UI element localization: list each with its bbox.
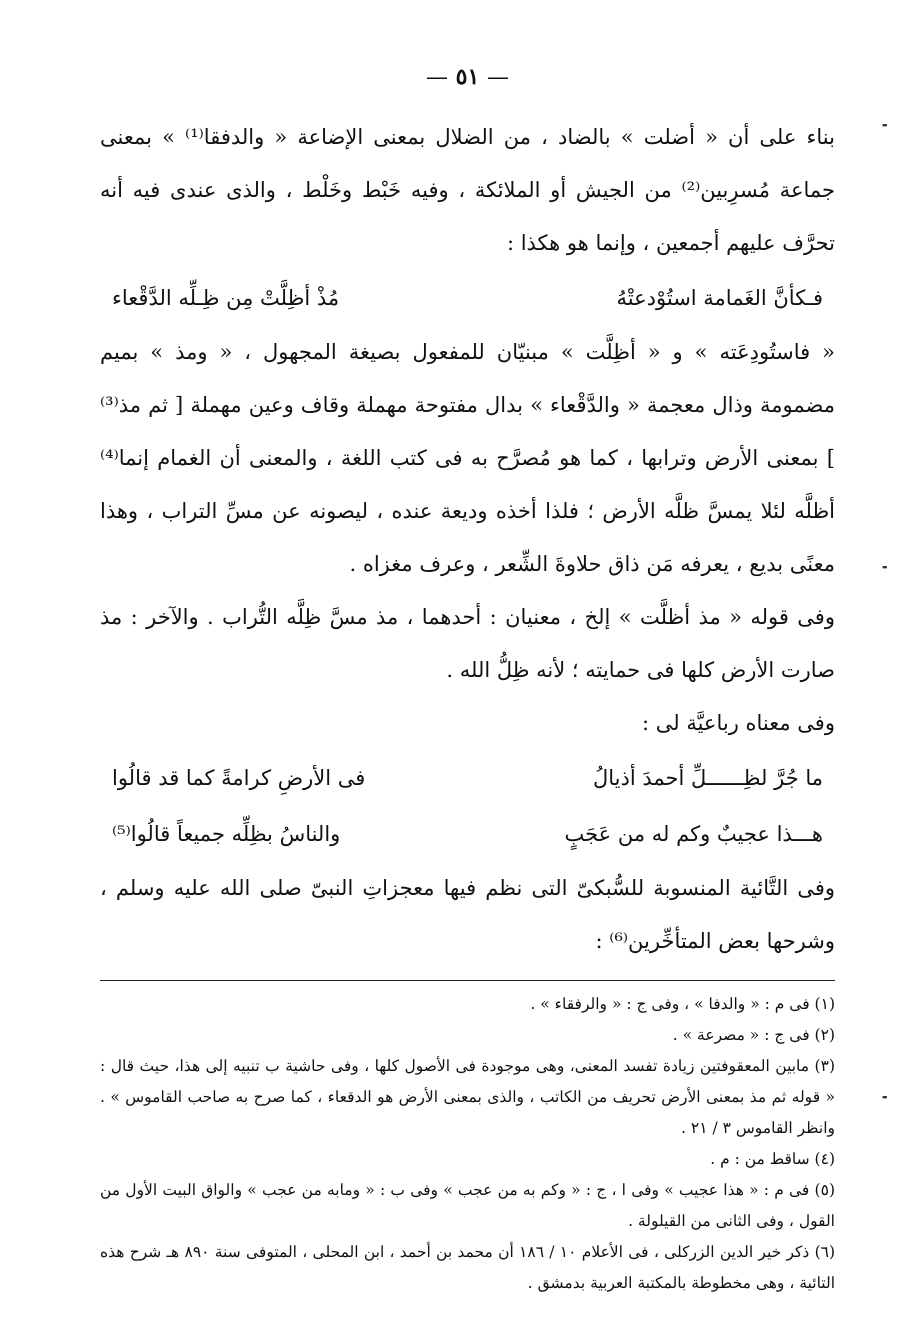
verse-2: [100, 750, 835, 806]
footnote-2: (٢) فى ج : « مصرعة » .: [672, 1026, 835, 1044]
paragraph-3: وفى قوله « مذ أظلَّت » إلخ ، معنيان : أحدهما ، مذ مسَّ ظِلَّه التُّراب . والآخر : مذ صارت الأرض كلها فى حمايته ؛ لأنه ظِلُّ الله .: [100, 605, 835, 682]
page-number: [100, 55, 835, 99]
paragraph-2: « فاستُودِعَته » و « أظِلَّت » مبنيّان للمفعول بصيغة المجهول ، « ومذ » بميم مضمومة وذال معجمة « والدَّقْعاء » بدال مفتوحة مهملة وقاف وعين مهملة [ ثم مذ⁽³⁾ ] بمعنى الأرض وترابها ، كما هو مُصرَّح به فى كتب اللغة ، والمعنى أن الغمام إنما⁽⁴⁾ أظلَّه لئلا يمسَّ ظلَّه الأرض ؛ فلذا أخذه وديعة عنده ، ليصونه عن مسِّ التراب ، وهذا معنًى بديع ، يعرفه مَن ذاق حلاوةَ الشِّعر ، وعرف مغزاه .: [100, 340, 836, 576]
page-number-dash-left: —: [426, 65, 448, 90]
footnote-1: (١) فى م : « والدفا » ، وفى ج : « والرفقاء » .: [530, 995, 835, 1013]
verse-1: [100, 270, 835, 326]
paragraph-1: بناء على أن « أضلت » بالضاد ، من الضلال بمعنى الإضاعة « والدفقا⁽¹⁾ » بمعنى جماعة مُسرِبين⁽²⁾ من الجيش أو الملائكة ، وفيه خَبْط وخَلْط ، والذى عندى فيه أنه تحرَّف عليهم أجمعين ، وإنما هو هكذا :: [100, 125, 835, 255]
body-text: [100, 111, 835, 968]
verse-2-second-hemistich: فى الأرضِ كرامةً كما قد قالُوا: [112, 766, 366, 790]
margin-mark-icon: ╸: [882, 118, 891, 134]
verse-1-second-hemistich: مُذْ أظِلَّتْ مِن ظِـلِّه الدَّقْعاء: [112, 286, 340, 310]
paragraph-4: وفى معناه رباعيَّة لى :: [642, 711, 835, 735]
page-number-dash-right: —: [486, 65, 509, 90]
margin-mark-icon: ╸: [882, 1090, 891, 1106]
footnotes: [100, 989, 835, 1299]
verse-3-second-hemistich: والناسُ بظِلِّه جميعاً قالُوا⁽⁵⁾: [112, 822, 341, 846]
footnote-6: (٦) ذكر خير الدين الزركلى ، فى الأعلام ١٠ / ١٨٦ أن محمد بن أحمد ، ابن المحلى ، المتوفى سنة ٨٩٠ هـ شرح هذه التائية ، وهى مخطوطة بالمكتبة العربية بدمشق .: [100, 1243, 836, 1292]
footnote-5: (٥) فى م : « هذا عجيب » وفى ا ، ج : « وكم به من عجب » وفى ب : « ومابه من عجب » والواق البيت الأول من القول ، وفى الثانى من القيلولة .: [100, 1181, 835, 1230]
footnote-4: (٤) ساقط من : م .: [710, 1150, 835, 1168]
verse-3-first-hemistich: هـــذا عجيبٌ وكم له من عَجَبٍ: [564, 822, 823, 846]
verse-1-first-hemistich: فـكأنَّ الغَمامة استُوْدعتْهُ: [616, 286, 823, 310]
paragraph-5: وفى التَّائية المنسوبة للسُّبكىّ التى نظم فيها معجزاتِ النبىّ صلى الله عليه وسلم ، وشرحها بعض المتأخِّرين⁽⁶⁾ :: [100, 876, 835, 953]
footnote-divider: [100, 980, 835, 981]
footnote-3: (٣) مابين المعقوفتين زيادة تفسد المعنى، وهى موجودة فى الأصول كلها ، وفى حاشية ب تنبيه إلى هذا، حيث قال : « قوله ثم مذ بمعنى الأرض تحريف من الكاتب ، والذى بمعنى الأرض هو الدقعاء ، كما صرح به صاحب القاموس » . وانظر القاموس ٣ / ٢١ .: [100, 1057, 835, 1137]
verse-3: [100, 806, 835, 862]
verse-2-first-hemistich: ما جُرَّ لظِــــــلِّ أحمدَ أذيالُ: [592, 766, 823, 790]
page: [100, 55, 835, 1299]
margin-mark-icon: ╸: [882, 560, 891, 576]
page-number-value: ٥١: [455, 64, 480, 90]
